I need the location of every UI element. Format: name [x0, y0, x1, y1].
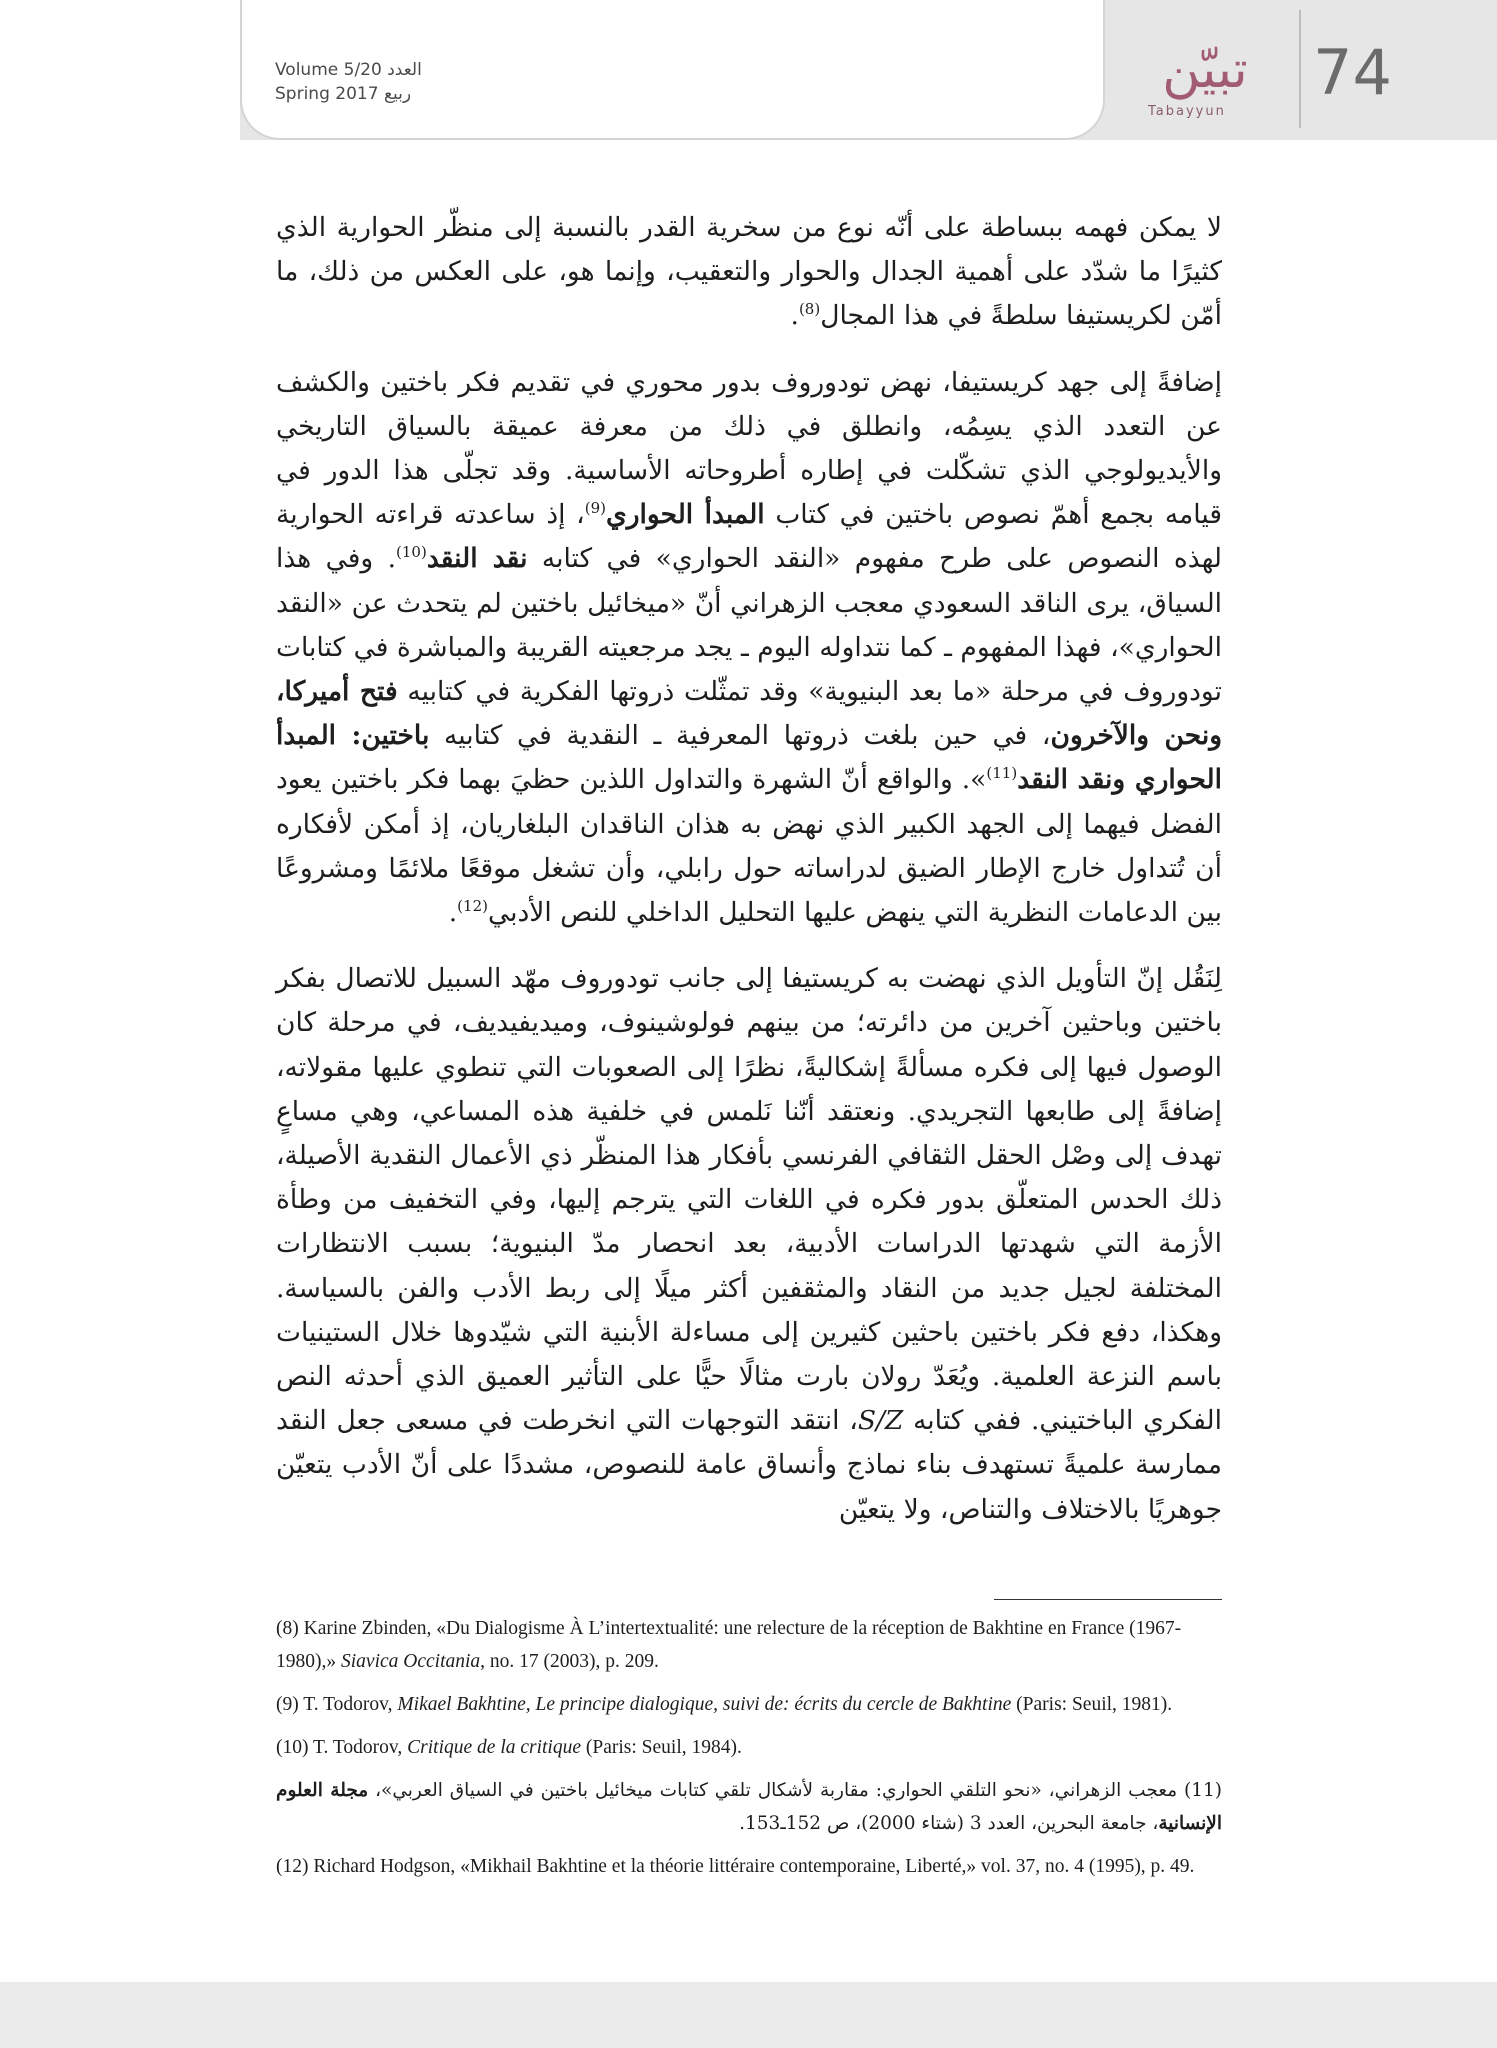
- footnote-8: (8) Karine Zbinden, «Du Dialogisme À L’intertextualité: une relecture de la réception de Bakhtine en France (1967-1980),» Siavica Occitania, no. 17 (2003), p. 209.: [276, 1618, 1182, 1672]
- paragraph-3: لِنَقُل إنّ التأويل الذي نهضت به كريستيفا إلى جانب تودوروف مهّد السبيل للاتصال بفكر باختين وباحثين آخرين من دائرته؛ من بينهم فولوشينوف، وميديفيديف، في مرحلة كان الوصول فيها إلى فكره مسألةً إشكاليةً، نظرًا إلى الصعوبات التي تنطوي عليها مقولاته، إضافةً إلى طابعها التجريدي. ونعتقد أنّنا نَلمس في خلفية هذه المساعي، وهي مساعٍ تهدف إلى وصْل الحقل الثقافي الفرنسي بأفكار هذا المنظّر ذي الأعمال النقدية الأصيلة، ذلك الحدس المتعلّق بدور فكره في اللغات التي يترجم إليها، وفي التخفيف من وطأة الأزمة التي شهدتها الدراسات الأدبية، بعد انحصار مدّ البنيوية؛ بسبب الانتظارات المختلفة لجيل جديد من النقاد والمثقفين أكثر ميلًا إلى ربط الأدب والفن بالسياسة. وهكذا، دفع فكر باختين باحثين كثيرين إلى مساءلة الأبنية التي شيّدوها خلال الستينيات باسم النزعة العلمية. ويُعَدّ رولان بارت مثالًا حيًّا على التأثير العميق الذي أحدثه النص الفكري الباختيني. ففي كتابه S/Z، انتقد التوجهات التي انخرطت في مسعى جعل النقد ممارسة علميةً تستهدف بناء نماذج وأنساق عامة للنصوص، مشددًا على أنّ الأدب يتعيّن جوهريًا بالاختلاف والتناص، ولا يتعيّن: [276, 963, 1222, 1525]
- footnote-12: (12) Richard Hodgson, «Mikhail Bakhtine et la théorie littéraire contemporaine, Liberté,» vol. 37, no. 4 (1995), p. 49.: [276, 1856, 1195, 1877]
- footnote-ref-11[interactable]: (11): [986, 764, 1018, 783]
- article-body: [276, 206, 1222, 1554]
- logo-arabic-text: تبيّن: [1162, 40, 1248, 100]
- book-title: فتح أميركا، ونحن والآخرون: [276, 676, 1222, 752]
- footnote-ref-10[interactable]: (10): [396, 543, 427, 562]
- footer-band: [0, 1982, 1497, 2048]
- header-bar: [0, 0, 1497, 140]
- volume-label: Volume 5/20 العدد: [275, 60, 422, 80]
- footnote-ref-9[interactable]: (9): [584, 499, 606, 518]
- book-title: باختين: المبدأ الحواري ونقد النقد: [276, 720, 1222, 796]
- logo-latin-text: Tabayyun: [1148, 104, 1226, 119]
- footnote-separator: [994, 1599, 1222, 1600]
- season-label: Spring 2017 ربيع: [275, 84, 412, 104]
- footnote-ref-8[interactable]: (8): [798, 300, 821, 319]
- journal-logo: [1120, 40, 1280, 130]
- book-title-italic: S/Z: [857, 1405, 904, 1437]
- header-divider: [1299, 10, 1301, 128]
- issue-info: [275, 58, 422, 106]
- page-number: 74: [1313, 36, 1392, 109]
- footnote-9: (9) T. Todorov, Mikael Bakhtine, Le principe dialogique, suivi de: écrits du cercle de Bakhtine (Paris: Seuil, 1981).: [276, 1694, 1173, 1715]
- book-title: المبدأ الحواري: [606, 499, 765, 531]
- footnote-10: (10) T. Todorov, Critique de la critique (Paris: Seuil, 1984).: [276, 1737, 742, 1758]
- paragraph-2: إضافةً إلى جهد كريستيفا، نهض تودوروف بدور محوري في تقديم فكر باختين والكشف عن التعدد الذي يسِمُه، وانطلق في ذلك من معرفة عميقة بالسياق التاريخي والأيديولوجي الذي تشكّلت في إطاره أطروحاته الأساسية. وقد تجلّى هذا الدور في قيامه بجمع أهمّ نصوص باختين في كتاب المبدأ الحواري$^{(9)}$، إذ ساعدته قراءته الحوارية لهذه النصوص على طرح مفهوم «النقد الحواري» في كتابه نقد النقد$^{(10)}$. وفي هذا السياق، يرى الناقد السعودي معجب الزهراني أنّ «ميخائيل باختين لم يتحدث عن «النقد الحواري»، فهذا المفهوم ـ كما نتداوله اليوم ـ يجد مرجعيته القريبة والمباشرة في كتابات تودوروف في مرحلة «ما بعد البنيوية» وقد تمثّلت ذروتها الفكرية في كتابيه فتح أميركا، ونحن والآخرون، في حين بلغت ذروتها المعرفية ـ النقدية في كتابيه باختين: المبدأ الحواري ونقد النقد$^{(11)}$». والواقع أنّ الشهرة والتداول اللذين حظيَ بهما فكر باختين يعود الفضل فيهما إلى الجهد الكبير الذي نهض به هذان الناقدان البلغاريان، إذ أمكن لأفكاره أن تُتداول خارج الإطار الضيق لدراساته حول رابلي، وأن تشغل موقعًا ملائمًا ومشروعًا بين الدعامات النظرية التي ينهض عليها التحليل الداخلي للنص الأدبي$^{(12)}$.: [276, 366, 1222, 929]
- footnotes: [276, 1612, 1222, 1893]
- paragraph-1: لا يمكن فهمه ببساطة على أنّه نوع من سخرية القدر بالنسبة إلى منظّر الحوارية الذي كثيرًا ما شدّد على أهمية الجدال والحوار والتعقيب، وإنما هو، على العكس من ذلك، ما أمّن لكريستيفا سلطةً في هذا المجال$^{(8)}$.: [276, 212, 1222, 332]
- footnote-11: (11) معجب الزهراني، «نحو التلقي الحواري: مقاربة لأشكال تلقي كتابات ميخائيل باختين في السياق العربي»، مجلة العلوم الإنسانية، جامعة البحرين، العدد 3 (شتاء 2000)، ص 152ـ153.: [276, 1780, 1222, 1834]
- footnote-ref-12[interactable]: (12): [457, 897, 488, 916]
- book-title: نقد النقد: [426, 543, 528, 575]
